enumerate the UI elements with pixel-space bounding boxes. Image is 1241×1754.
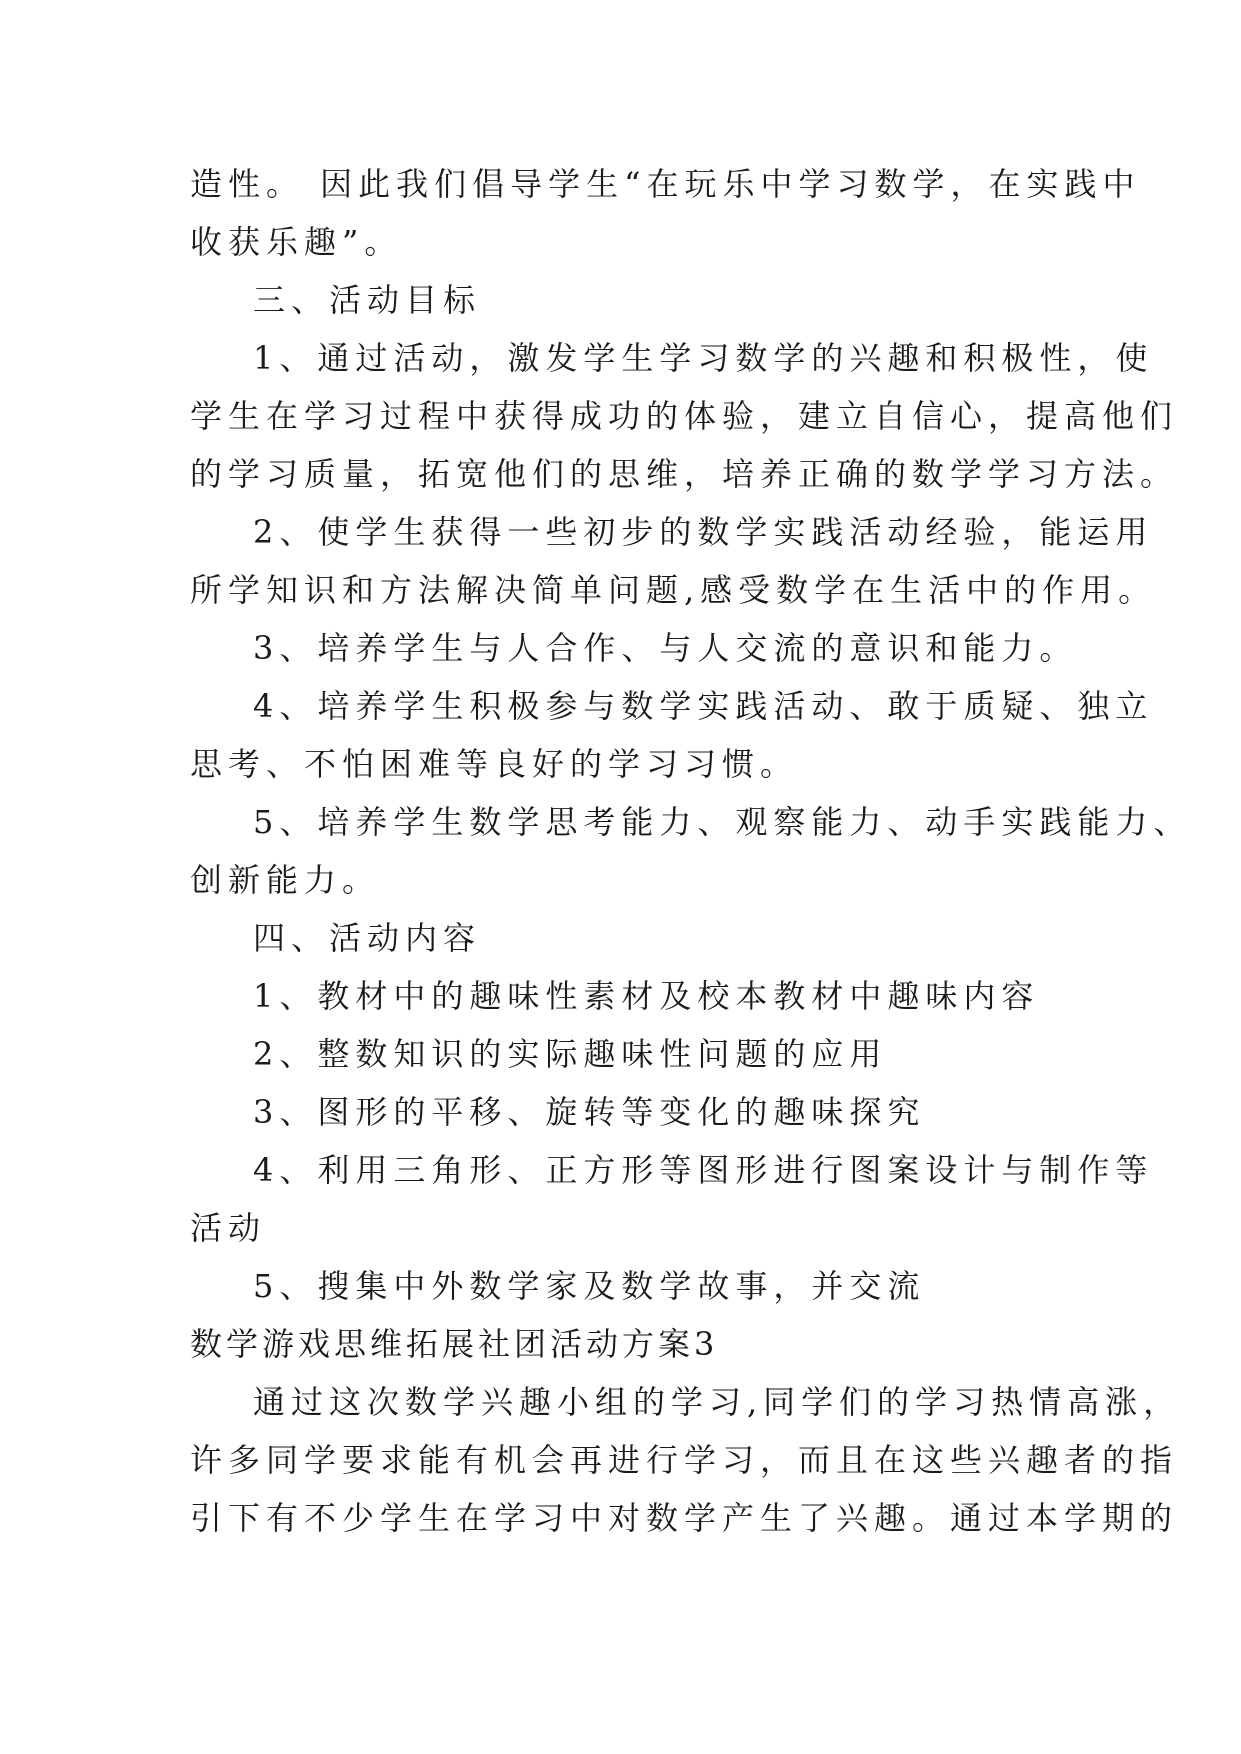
paragraph-line: 学生在学习过程中获得成功的体验，建立自信心，提高他们 [190, 397, 1179, 435]
paragraph-line: 收获乐趣”。 [190, 223, 403, 261]
paragraph-line: 思考、不怕困难等良好的学习习惯。 [190, 745, 799, 783]
section-heading-goals: 三、活动目标 [253, 281, 482, 319]
content-item-4: 4、利用三角形、正方形等图形进行图案设计与制作等 [253, 1151, 1154, 1189]
goal-item-5: 5、培养学生数学思考能力、观察能力、动手实践能力、 [253, 803, 1192, 841]
content-item-5: 5、搜集中外数学家及数学故事，并交流 [253, 1267, 926, 1305]
content-item-2: 2、整数知识的实际趣味性问题的应用 [253, 1035, 888, 1073]
paragraph-line: 造性。 因此我们倡导学生“在玩乐中学习数学，在实践中 [190, 165, 1141, 203]
paragraph-line: 创新能力。 [190, 861, 381, 899]
paragraph-line: 通过这次数学兴趣小组的学习,同学们的学习热情高涨， [253, 1383, 1182, 1421]
paragraph-line: 引下有不少学生在学习中对数学产生了兴趣。通过本学期的 [190, 1499, 1179, 1537]
paragraph-line: 所学知识和方法解决简单问题,感受数学在生活中的作用。 [190, 571, 1157, 609]
paragraph-line: 的学习质量，拓宽他们的思维，培养正确的数学学习方法。 [190, 455, 1179, 493]
goal-item-3: 3、培养学生与人合作、与人交流的意识和能力。 [253, 629, 1078, 667]
paragraph-line: 活动 [190, 1209, 267, 1247]
content-item-3: 3、图形的平移、旋转等变化的趣味探究 [253, 1093, 926, 1131]
goal-item-1: 1、通过活动，激发学生学习数学的兴趣和积极性，使 [253, 339, 1154, 377]
paragraph-line: 许多同学要求能有机会再进行学习，而且在这些兴趣者的指 [190, 1441, 1179, 1479]
goal-item-2: 2、使学生获得一些初步的数学实践活动经验，能运用 [253, 513, 1154, 551]
goal-item-4: 4、培养学生积极参与数学实践活动、敢于质疑、独立 [253, 687, 1154, 725]
document-section-title: 数学游戏思维拓展社团活动方案3 [190, 1325, 719, 1363]
content-item-1: 1、教材中的趣味性素材及校本教材中趣味内容 [253, 977, 1040, 1015]
section-heading-content: 四、活动内容 [253, 919, 482, 957]
